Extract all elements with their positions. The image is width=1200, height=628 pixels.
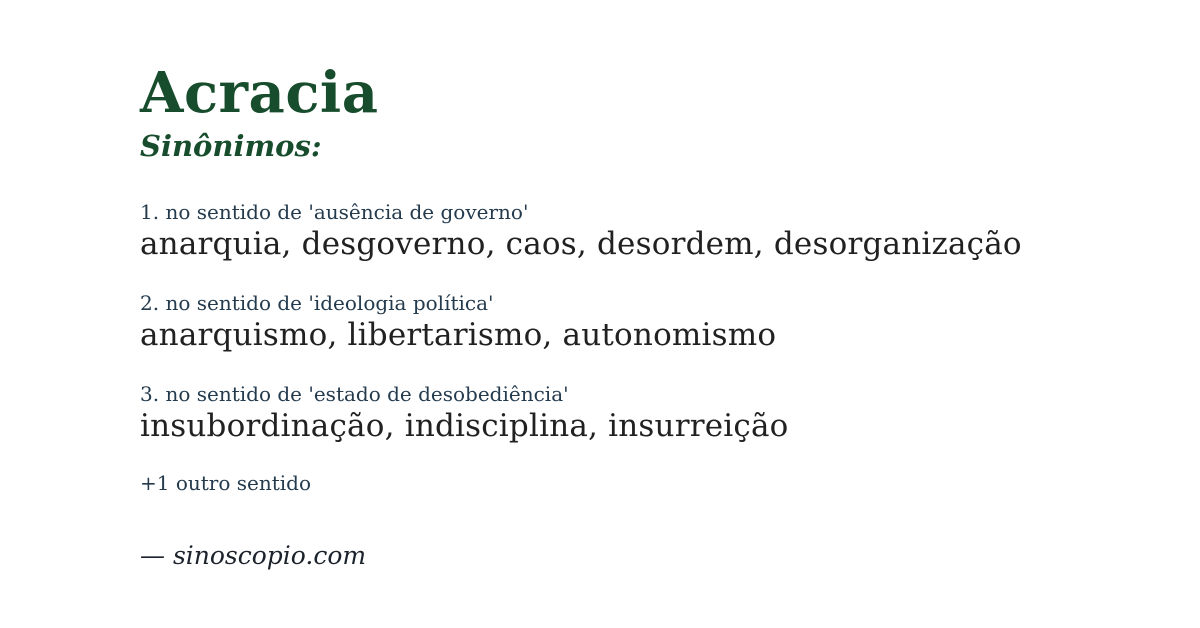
sense-entry-2 (140, 291, 1140, 355)
sense-context: no sentido de 'ausência de governo' (165, 199, 529, 224)
sense-entry-1 (140, 200, 1140, 264)
senses-list (140, 200, 1140, 447)
sense-context-line (140, 382, 1140, 406)
sense-entry-3 (140, 382, 1140, 446)
sense-context-line (140, 291, 1140, 315)
synonyms-heading: Sinônimos: (140, 128, 322, 163)
sense-context: no sentido de 'estado de desobediência' (165, 382, 569, 407)
site-attribution: — sinoscopio.com (140, 540, 367, 570)
sense-number: 2. (140, 290, 160, 315)
page-title: Acracia (140, 60, 379, 126)
sense-number: 1. (140, 199, 160, 224)
sense-synonyms: insubordinação, indisciplina, insurreição (140, 408, 789, 445)
sense-context-line (140, 200, 1140, 224)
sense-synonyms: anarquismo, libertarismo, autonomismo (140, 316, 777, 353)
sense-synonyms: anarquia, desgoverno, caos, desordem, desorganização (140, 225, 1022, 262)
sense-context: no sentido de 'ideologia política' (165, 290, 494, 315)
sense-number: 3. (140, 382, 160, 407)
more-senses-note: +1 outro sentido (140, 470, 312, 495)
